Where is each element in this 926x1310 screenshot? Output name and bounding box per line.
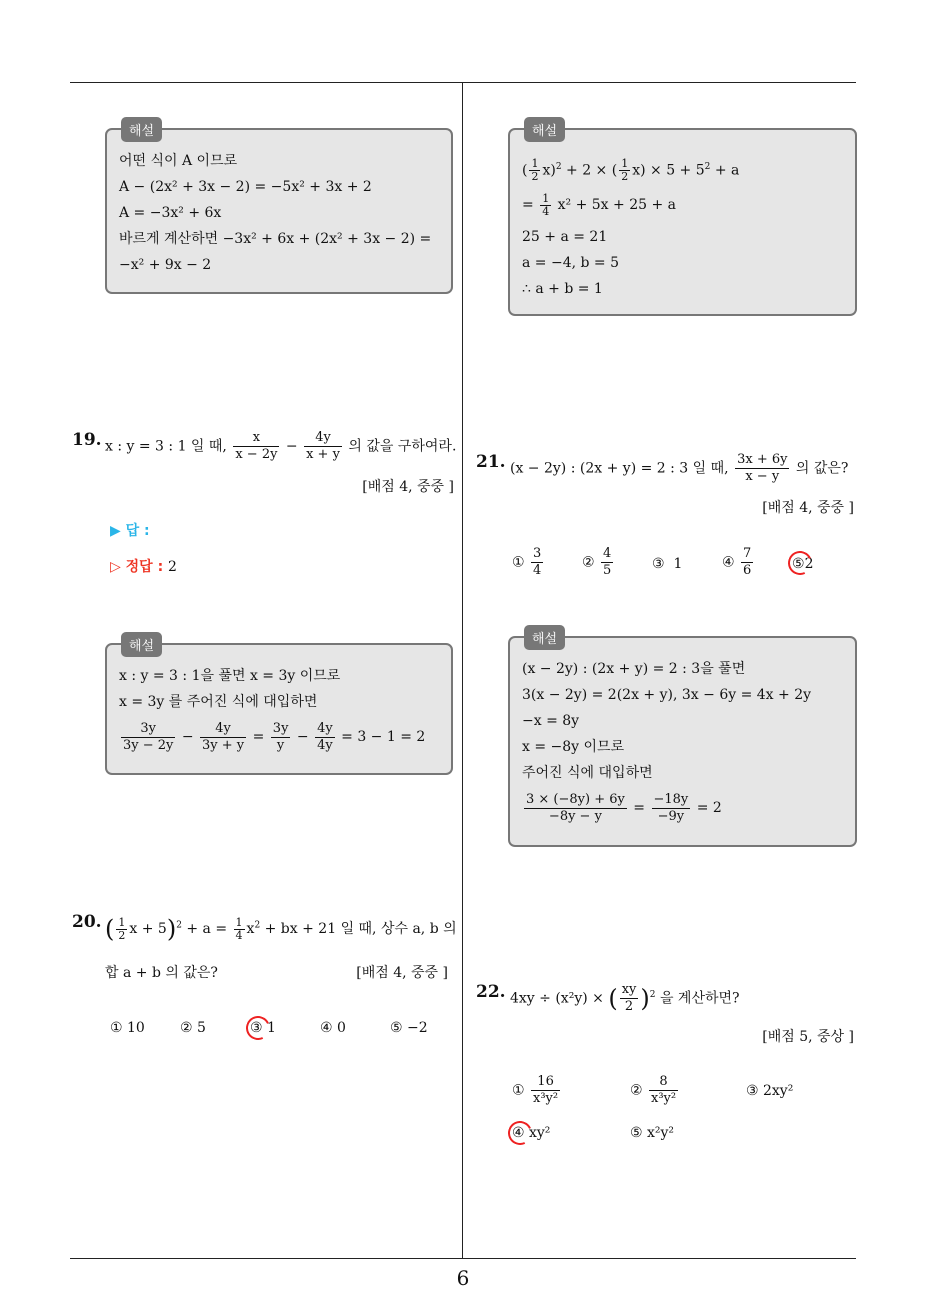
question-19-text <box>105 430 456 463</box>
solution-line: ( $\frac{1}{2}$ x)$^2$ + 2 × ( $\frac{1}{2}$ $x) \times 5 + 5^2 + a$ <box>522 157 740 184</box>
question-22-text: 4xy ÷ (x²y) × ( $\frac{xy}{2}$ )$^2$ 을 계산하면? <box>510 982 740 1014</box>
q19-text-a: x : y = 3 : 1 일 때, <box>105 438 227 455</box>
q20-selected-answer-mark <box>243 1013 274 1044</box>
q21-selected-answer-mark <box>785 548 816 579</box>
question-20-line-1: ( $\frac{1}{2}$ x + 5)$^2$ + a = $\frac{1}{4}$ $x^2$ + bx + 21 일 때, 상수 a, b 의 <box>105 915 457 943</box>
q21-choice-5[interactable]: ⑤2 <box>792 556 814 572</box>
solution-line: −x² + 9x − 2 <box>119 257 212 273</box>
solution-line: (x − 2y) : (2x + y) = 2 : 3을 풀면 <box>522 661 746 677</box>
frac: $\frac{4y}{3y + y}$ <box>202 720 245 753</box>
solution-line: $\frac{3y}{3y - 2y}$ − $\frac{4y}{3y + y}$ = $\frac{3y}{y}$ − $\frac{4y}{4y}$ = 3 − 1 = 2 <box>123 720 426 753</box>
q21-text-b: 의 값은? <box>795 460 849 477</box>
q22-selected-answer-mark <box>505 1118 536 1149</box>
frac: $\frac{3y}{3y - 2y}$ <box>123 720 174 753</box>
q20-choice-5[interactable]: ⑤ −2 <box>390 1020 428 1036</box>
q20-choice-4[interactable]: ④ 0 <box>320 1020 346 1036</box>
q19-fraction-1: $\frac{x}{x - 2y}$ <box>235 430 278 462</box>
frac: $\frac{1}{4}$ <box>542 191 550 218</box>
q19-minus: − <box>285 438 298 455</box>
solution-line: = $\frac{1}{4}$ x² + 5x + 25 + a <box>522 191 677 218</box>
q21-score: [배점 4, 중중 ] <box>762 500 854 516</box>
solution-line: $\frac{3 \times (-8y) + 6y}{-8y - y}$ = $\frac{-18y}{-9y}$ = 2 <box>526 791 722 824</box>
solution-line: 바르게 계산하면 −3x² + 6x + (2x² + 3x − 2) = <box>119 231 432 247</box>
q22-text-a: 4xy ÷ (x²y) × <box>510 990 604 1007</box>
q22-choice-2[interactable]: ② $\frac{8}{\text{x³y²}}$ <box>630 1074 677 1106</box>
q20-choice-3[interactable]: ③ 1 <box>250 1020 276 1036</box>
solution-line: a = −4, b = 5 <box>522 255 620 271</box>
frac: $\frac{-18y}{-9y}$ <box>653 791 689 824</box>
bottom-rule <box>70 1258 856 1259</box>
q19-correct-answer <box>110 556 177 576</box>
question-20-line-2: 합 a + b 의 값은? <box>105 965 218 981</box>
solution-line: A = −3x² + 6x <box>119 205 222 221</box>
solution-box-21 <box>508 632 857 847</box>
page-number: 6 <box>456 1266 470 1290</box>
question-number-21: 21. <box>476 452 506 472</box>
q22-text-b: 을 계산하면? <box>659 990 740 1007</box>
solution-line: −x = 8y <box>522 713 580 729</box>
frac: $\frac{3y}{y}$ <box>272 720 289 753</box>
q19-fraction-2: $\frac{4y}{x + y}$ <box>306 430 340 462</box>
q22-choice-1[interactable]: ① $\frac{16}{\text{x³y²}}$ <box>512 1074 559 1106</box>
q19-score: [배점 4, 중중 ] <box>362 479 454 495</box>
q22-choice-3[interactable]: ③ 2xy² <box>746 1083 794 1099</box>
question-number-22: 22. <box>476 982 506 1002</box>
q20-line1-tail: 일 때, 상수 a, b 의 <box>340 921 457 937</box>
q22-score: [배점 5, 중상 ] <box>762 1029 854 1045</box>
frac: $\frac{4y}{4y}$ <box>317 720 333 753</box>
q21-text-a: (x − 2y) : (2x + y) = 2 : 3 일 때, <box>510 460 729 477</box>
solution-tag: 해설 <box>524 625 565 650</box>
q22-choice-4[interactable]: ④ xy² <box>512 1125 551 1141</box>
q19-correct-label: ▷ 정답 : <box>110 559 164 575</box>
q22-choice-5[interactable]: ⑤ x²y² <box>630 1125 675 1141</box>
solution-line: ∴ a + b = 1 <box>522 281 603 297</box>
q19-correct-value: 2 <box>168 559 177 575</box>
solution-box-20 <box>508 124 857 316</box>
q20-score: [배점 4, 중중 ] <box>356 965 448 981</box>
question-21-text <box>510 452 848 485</box>
solution-line: 주어진 식에 대입하면 <box>522 765 653 781</box>
q19-answer-label: ▶ 답 : <box>110 523 150 539</box>
solution-box-19 <box>105 639 453 775</box>
q21-choice-3[interactable]: ③ 1 <box>652 556 683 572</box>
solution-line: x = 3y 를 주어진 식에 대입하면 <box>119 694 318 710</box>
solution-tag: 해설 <box>121 632 162 657</box>
solution-line: x : y = 3 : 1을 풀면 x = 3y 이므로 <box>119 668 341 684</box>
q22-fraction: $\frac{xy}{2}$ <box>621 982 637 1014</box>
frac: $\frac{3 \times (-8y) + 6y}{-8y - y}$ <box>526 791 625 824</box>
q20-choice-1[interactable]: ① 10 <box>110 1020 145 1036</box>
q21-choice-1[interactable]: ① $\frac{3}{4}$ <box>512 546 542 578</box>
question-number-20: 20. <box>72 912 102 932</box>
q21-choice-4[interactable]: ④ $\frac{7}{6}$ <box>722 546 752 578</box>
q21-choice-2[interactable]: ② $\frac{4}{5}$ <box>582 546 612 578</box>
column-divider <box>462 83 463 1258</box>
question-number-19: 19. <box>72 430 102 450</box>
solution-line: 3(x − 2y) = 2(2x + y), 3x − 6y = 4x + 2y <box>522 687 812 703</box>
solution-line: 어떤 식이 A 이므로 <box>119 153 238 169</box>
top-rule <box>70 82 856 83</box>
solution-tag: 해설 <box>121 117 162 142</box>
solution-line: x = −8y 이므로 <box>522 739 625 755</box>
solution-line: 25 + a = 21 <box>522 229 608 245</box>
solution-box-18 <box>105 124 453 294</box>
q21-fraction: $\frac{3x + 6y}{x - y}$ <box>737 452 788 484</box>
solution-line: A − (2x² + 3x − 2) = −5x² + 3x + 2 <box>119 179 372 195</box>
solution-tag: 해설 <box>524 117 565 142</box>
q19-text-b: 의 값을 구하여라. <box>348 438 457 455</box>
q20-choice-2[interactable]: ② 5 <box>180 1020 206 1036</box>
